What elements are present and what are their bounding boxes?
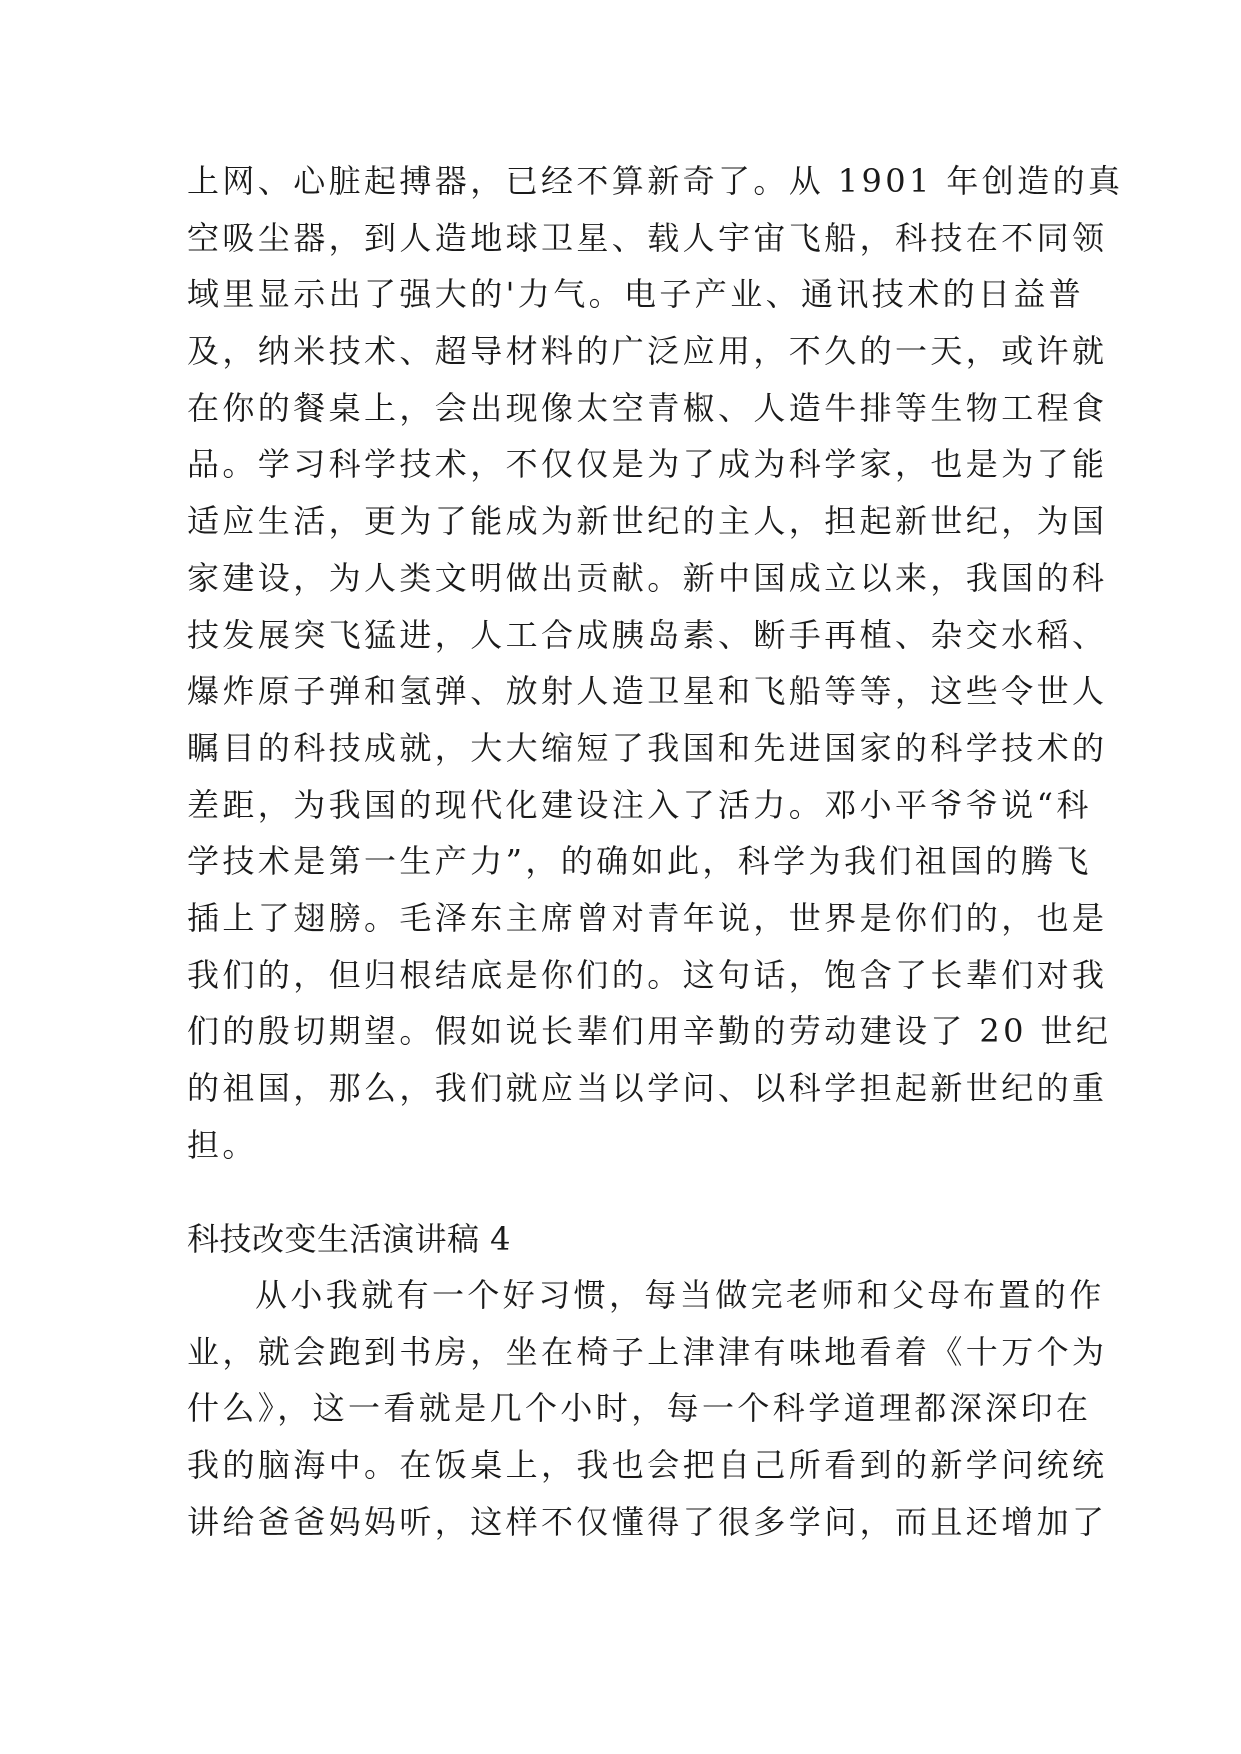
- paragraph-line: 的祖国，那么，我们就应当以学问、以科学担起新世纪的重: [187, 1069, 1108, 1107]
- paragraph-line: 什么》，这一看就是几个小时，每一个科学道理都深深印在: [187, 1389, 1092, 1428]
- paragraph-line: 技发展突飞猛进，人工合成胰岛素、断手再植、杂交水稻、: [187, 615, 1108, 654]
- paragraph-line: 适应生活，更为了能成为新世纪的主人，担起新世纪，为国: [187, 502, 1108, 541]
- paragraph-line: 家建设，为人类文明做出贡献。新中国成立以来，我国的科: [187, 558, 1108, 597]
- paragraph-line: 从小我就有一个好习惯，每当做完老师和父母布置的作: [255, 1276, 1105, 1314]
- body-paragraph-1: [187, 153, 1124, 1173]
- paragraph-line: 爆炸原子弹和氢弹、放射人造卫星和飞船等等，这些令世人: [187, 672, 1108, 711]
- paragraph-line: 及，纳米技术、超导材料的广泛应用，不久的一天，或许就: [187, 332, 1108, 371]
- paragraph-line: 域里显示出了强大的'力气。电子产业、通讯技术的日益普: [187, 275, 1085, 314]
- paragraph-line: 们的殷切期望。假如说长辈们用辛勤的劳动建设了 20 世纪: [187, 1012, 1112, 1051]
- paragraph-line: 在你的餐桌上，会出现像太空青椒、人造牛排等生物工程食: [187, 388, 1108, 427]
- paragraph-line: 插上了翅膀。毛泽东主席曾对青年说，世界是你们的，也是: [187, 898, 1108, 937]
- paragraph-line: 差距，为我国的现代化建设注入了活力。邓小平爷爷说“科: [187, 785, 1092, 824]
- paragraph-line: 担。: [187, 1125, 258, 1164]
- body-paragraph-2: [187, 1267, 1108, 1550]
- section-heading: 科技改变生活演讲稿 4: [187, 1220, 512, 1258]
- paragraph-line: 业，就会跑到书房，坐在椅子上津津有味地看着《十万个为: [187, 1332, 1108, 1371]
- paragraph-line: 我们的，但归根结底是你们的。这句话，饱含了长辈们对我: [187, 955, 1108, 994]
- paragraph-line: 品。学习科学技术，不仅仅是为了成为科学家，也是为了能: [187, 445, 1108, 484]
- paragraph-line: 瞩目的科技成就，大大缩短了我国和先进国家的科学技术的: [187, 728, 1108, 767]
- paragraph-line: 我的脑海中。在饭桌上，我也会把自己所看到的新学问统统: [187, 1446, 1108, 1485]
- paragraph-line: 学技术是第一生产力”，的确如此，科学为我们祖国的腾飞: [187, 842, 1092, 881]
- paragraph-line: 讲给爸爸妈妈听，这样不仅懂得了很多学问，而且还增加了: [187, 1502, 1108, 1541]
- paragraph-line: 空吸尘器，到人造地球卫星、载人宇宙飞船，科技在不同领: [187, 218, 1108, 257]
- paragraph-line: 上网、心脏起搏器，已经不算新奇了。从 1901 年创造的真: [187, 162, 1124, 200]
